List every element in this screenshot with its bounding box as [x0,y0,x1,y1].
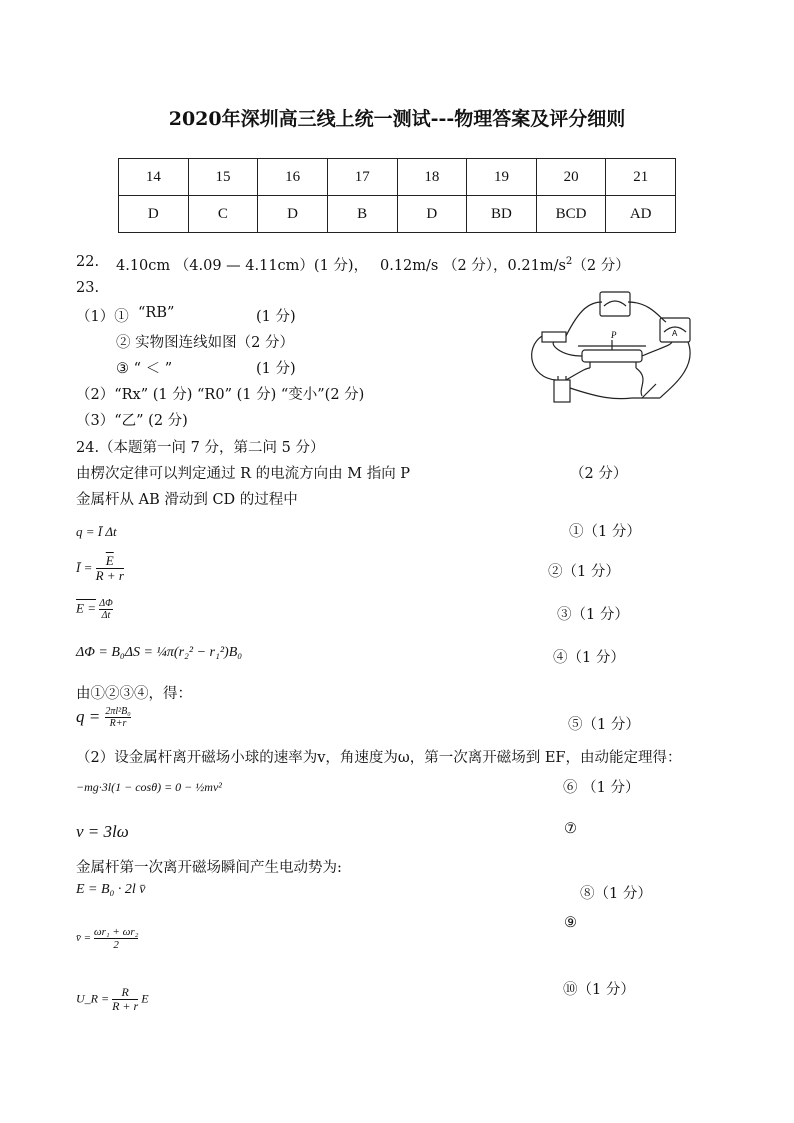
table-cell: B [327,196,397,233]
q23-part2: （2）“Rx” (1 分) “R0” (1 分) “变小”(2 分) [76,387,365,403]
equation-8: E = B₀ · 2l v̄ [76,882,146,897]
table-cell: 16 [258,159,328,196]
equation-9-mark: ⑨ [564,915,577,931]
table-row-answers [119,196,676,233]
equation-2-denominator: R + r [95,568,124,584]
equation-2-lhs: Ī = [76,559,93,575]
answer-table [118,158,676,233]
equation-5-lhs: q = [76,707,101,726]
q24-line5: 金属杆第一次离开磁场瞬间产生电动势为: [76,860,342,876]
equation-3-denominator: Δt [99,609,112,621]
equation-1: q = Ī Δt [76,524,117,539]
q23-part1-item3-score: (1 分) [256,361,296,377]
figure-label-a: A [672,329,678,338]
q24-line1: 由楞次定律可以判定通过 R 的电流方向由 M 指向 P [76,466,411,482]
equation-5-denominator: R+r [105,717,130,729]
q23-part1-score: (1 分) [256,309,296,325]
equation-6-mark: ⑥ （1 分） [563,780,640,796]
voltmeter-icon [600,292,630,316]
q22-answer-b-text: 0.12m/s （2 分），0.21m/s [380,258,566,274]
equation-7-mark: ⑦ [564,821,577,837]
equation-10-tail: E [141,991,149,1006]
equation-8-mark: ⑧（1 分） [580,886,652,902]
q22-number: 22. [76,254,100,270]
q24-header: 24.（本题第一问 7 分，第二问 5 分） [76,440,325,456]
equation-2-numerator: $\overline{E}$ [105,553,114,568]
q22-answer-b-sup: 2 [565,256,573,268]
equation-9 [76,926,138,951]
equation-10-lhs: U_R = [76,991,110,1006]
table-cell: 17 [327,159,397,196]
table-cell: 21 [606,159,676,196]
q23-part3: （3）“乙” (2 分) [76,413,188,429]
q24-line3: 由①②③④，得： [76,686,192,702]
q24-line2: 金属杆从 AB 滑动到 CD 的过程中 [76,492,298,508]
equation-4: ΔΦ = B₀ΔS = ¼π(r₂² − r₁²)B₀ [76,645,243,660]
page-title: 2020年深圳高三线上统一测试---物理答案及评分细则 [168,108,626,130]
q22-answer-a: 4.10cm （4.09 — 4.11cm）(1 分)， [116,258,369,274]
equation-5-mark: ⑤（1 分） [568,717,640,733]
table-cell: 18 [397,159,467,196]
q23-part1-item3: ③ “ ＜ ” [116,361,173,377]
table-cell: AD [606,196,676,233]
equation-3-mark: ③（1 分） [557,607,629,623]
equation-4-mark: ④（1 分） [553,650,625,666]
equation-3-fraction [99,598,112,621]
equation-5 [76,706,131,729]
equation-3-lhs: E = [76,600,96,616]
q23-part1-item2: ② 实物图连线如图（2 分） [116,335,294,351]
table-cell: BCD [536,196,606,233]
equation-10-mark: ⑩（1 分） [563,982,635,998]
equation-10-denominator: R + r [112,999,139,1014]
table-cell: 14 [119,159,189,196]
battery-icon [554,380,570,402]
equation-9-denominator: 2 [94,938,139,951]
q24-line1-score: （2 分） [570,466,628,482]
q22-answer-b-tail: （2 分） [572,258,630,274]
figure-label-p: P [611,330,617,340]
equation-7: v = 3lω [76,822,129,841]
q23-part1-answer: “RB” [138,305,175,321]
equation-2-fraction [96,554,124,584]
equation-9-numerator: ωr₁ + ωr₂ [93,926,139,938]
equation-2 [76,554,124,584]
table-cell: C [188,196,258,233]
table-cell: D [119,196,189,233]
equation-10 [76,986,149,1013]
equation-6: −mg·3l(1 − cosθ) = 0 − ½mv² [76,780,222,794]
q23-part1-label: （1）① [76,309,129,325]
equation-3 [76,598,113,621]
equation-3-numerator: ΔΦ [99,598,113,609]
equation-2-mark: ②（1 分） [548,564,620,580]
equation-1-mark: ①（1 分） [569,524,641,540]
equation-5-fraction [105,706,130,729]
equation-9-lhs: v̄ = [76,932,92,945]
table-cell: BD [467,196,537,233]
rheostat-icon [582,350,642,362]
equation-9-fraction [94,926,139,951]
equation-10-fraction [112,986,138,1013]
equation-10-numerator: R [121,985,129,999]
table-cell: 15 [188,159,258,196]
table-cell: D [397,196,467,233]
q24-line4: （2）设金属杆离开磁场小球的速率为v，角速度为ω，第一次离开磁场到 EF，由动能定理得： [76,750,682,766]
q22-answer-b [380,254,630,275]
q23-number: 23. [76,280,100,296]
table-cell: 20 [536,159,606,196]
circuit-diagram-figure [520,288,700,410]
table-cell: D [258,196,328,233]
resistor-icon [542,332,566,342]
table-row-questions [119,159,676,196]
equation-5-numerator: 2πl²B₀ [105,706,131,717]
table-cell: 19 [467,159,537,196]
